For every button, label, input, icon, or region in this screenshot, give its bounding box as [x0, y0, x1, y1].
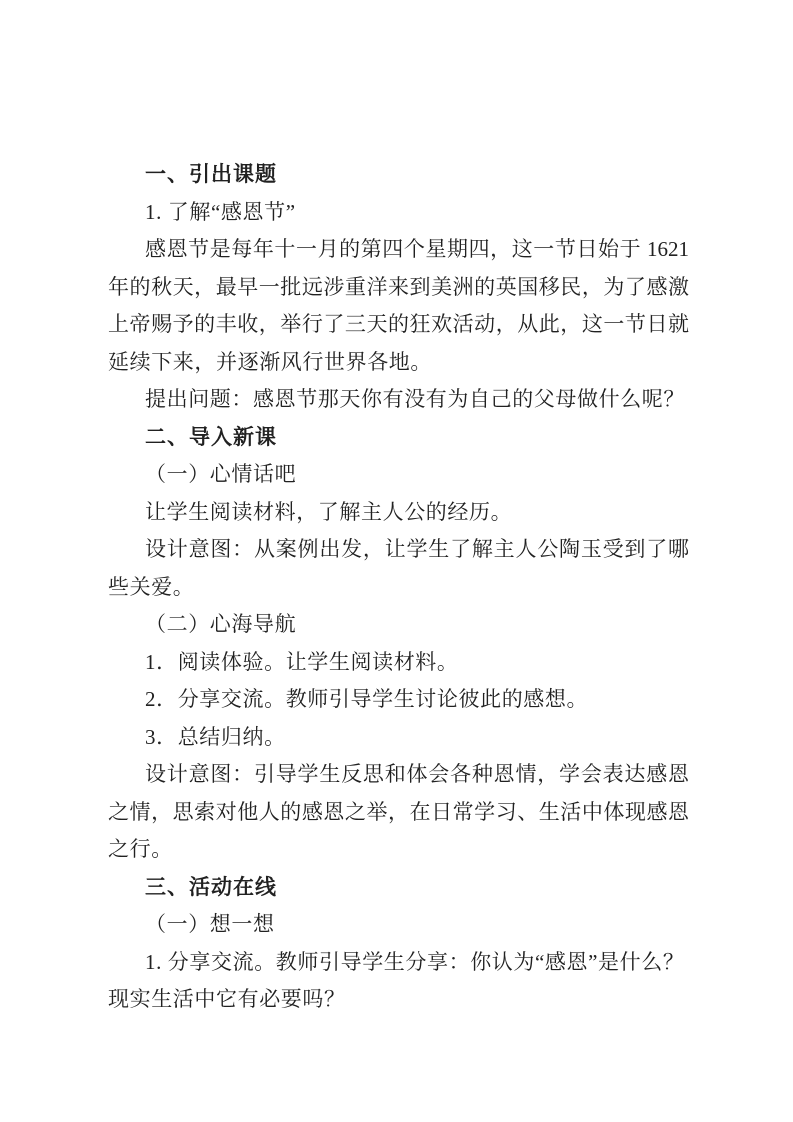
text-line: （二）心海导航 [145, 612, 297, 636]
text-line: 让学生阅读材料，了解主人公的经历。 [145, 499, 513, 524]
text-line: （一）心情话吧 [145, 462, 297, 486]
text-line: 设计意图：从案例出发，让学生了解主人公陶玉受到了哪 [145, 537, 689, 561]
text-line: 年的秋天，最早一批远涉重洋来到美洲的英国移民，为了感激 [108, 274, 689, 299]
text-line: 之情，思索对他人的感恩之举，在日常学习、生活中体现感恩 [108, 799, 689, 824]
text-line: 之行。 [108, 837, 173, 861]
document-body [108, 156, 689, 1019]
text-line: 1. 分享交流。教师引导学生分享：你认为“感恩”是什么？ [145, 949, 685, 974]
text-line: （一）想一想 [145, 912, 275, 936]
text-line: 1. 了解“感恩节” [145, 199, 296, 224]
section-heading: 一、引出课题 [145, 163, 277, 186]
text-line: 2．分享交流。教师引导学生讨论彼此的感想。 [145, 687, 589, 711]
text-line: 现实生活中它有必要吗？ [108, 987, 346, 1011]
text-line: 些关爱。 [108, 574, 195, 599]
text-line: 1．阅读体验。让学生阅读材料。 [145, 649, 459, 674]
text-line: 上帝赐予的丰收，举行了三天的狂欢活动，从此，这一节日就 [108, 312, 689, 336]
text-line: 设计意图：引导学生反思和体会各种恩情，学会表达感恩 [145, 762, 689, 786]
text-line: 提出问题：感恩节那天你有没有为自己的父母做什么呢？ [145, 387, 685, 411]
section-heading: 二、导入新课 [145, 425, 277, 449]
section-heading: 三、活动在线 [145, 875, 277, 899]
text-line: 3．总结归纳。 [145, 724, 286, 749]
text-line: 感恩节是每年十一月的第四个星期四，这一节日始于 1621 [145, 237, 689, 261]
text-line: 延续下来，并逐渐风行世界各地。 [108, 349, 432, 374]
